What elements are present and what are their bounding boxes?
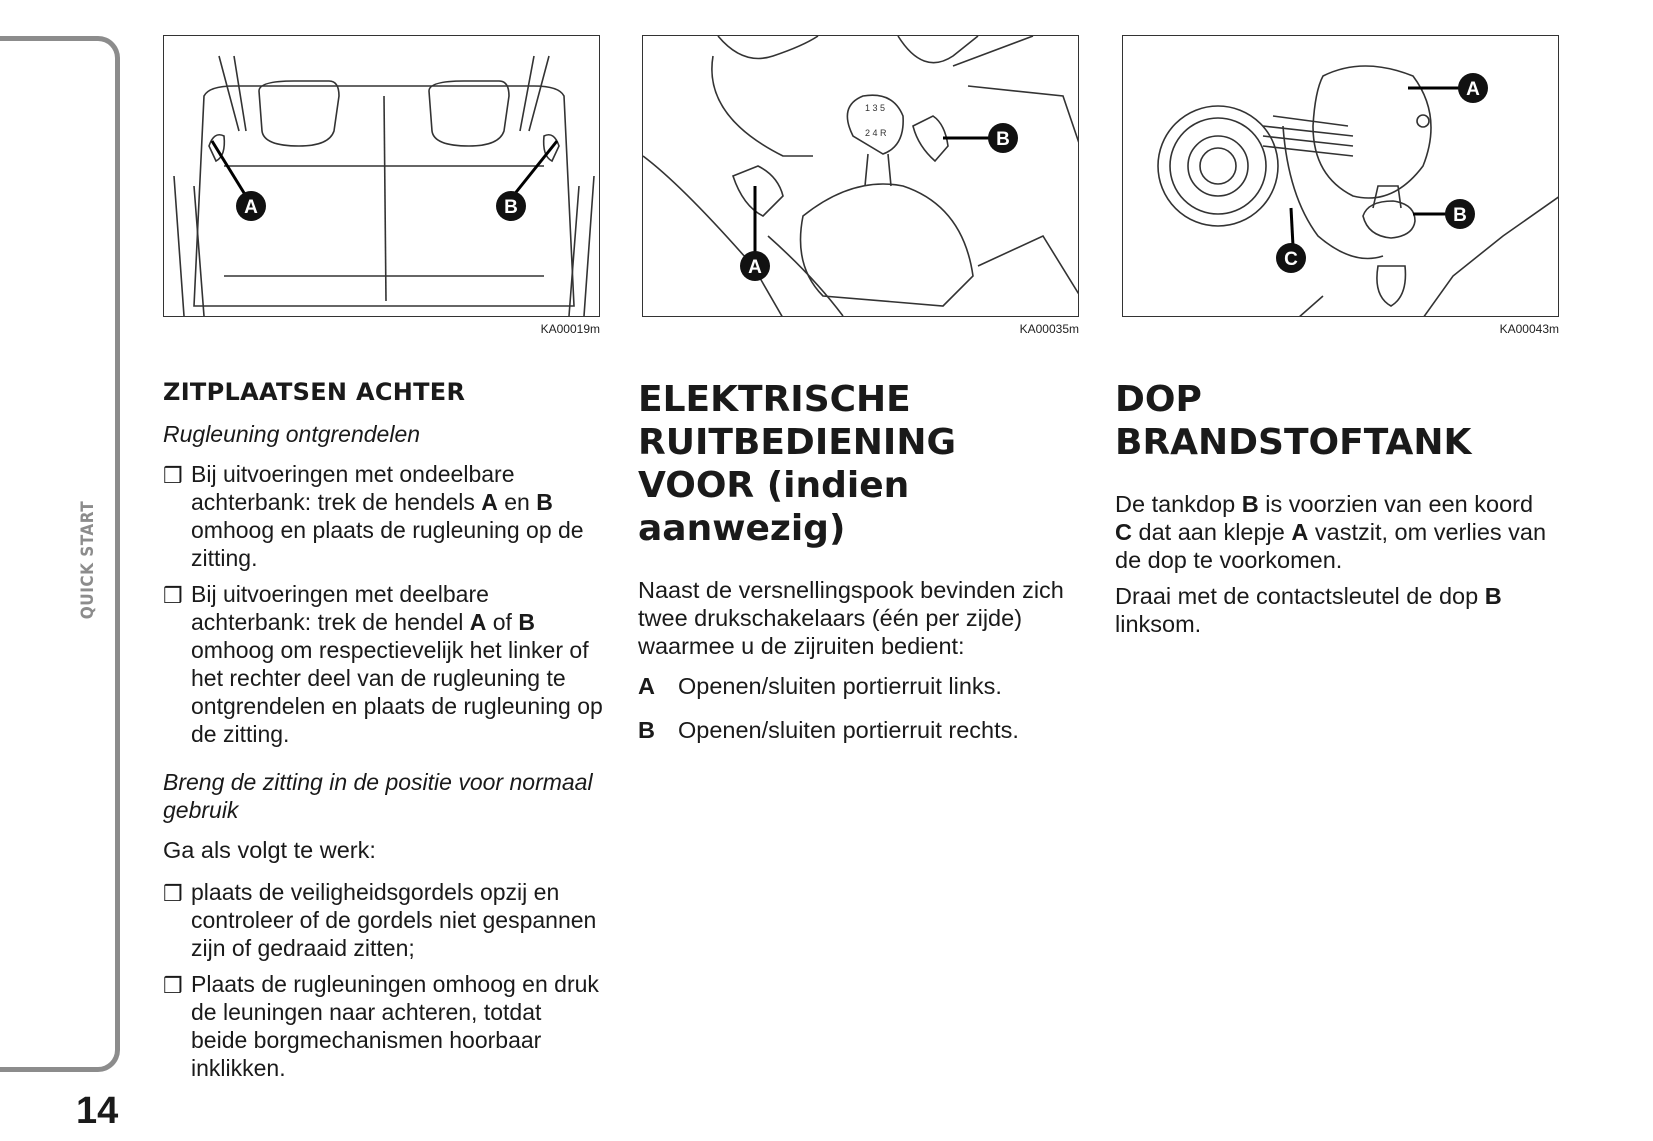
paragraph: Draai met de contactsleutel de dop B linksom. [1115, 583, 1502, 637]
section-heading: DOP BRANDSTOFTANK [1115, 379, 1472, 463]
svg-text:B: B [1453, 205, 1467, 226]
page-number: 14 [76, 1090, 119, 1132]
window-switches-illustration [643, 36, 1079, 317]
callout-c [1276, 243, 1306, 273]
svg-text:1 3 5: 1 3 5 [865, 103, 886, 113]
paragraph: Naast de versnellingspook bevinden zich twee drukschakelaars (één per zijde) waarmee u de zijruiten bedient: [638, 577, 1064, 659]
callout-a [236, 191, 266, 221]
svg-text:2 4 R: 2 4 R [865, 128, 887, 138]
list-item: ❒ plaats de veiligheidsgordels opzij en controleer of de gordels niet gespannen zijn of gedraaid zitten; [163, 879, 597, 961]
section-heading: ZITPLAATSEN ACHTER [163, 378, 466, 406]
column-rear-seats [163, 378, 603, 1102]
callout-a [740, 251, 770, 281]
checkbox-bullet-icon: ❒ [163, 973, 183, 998]
list-item: ❒ Bij uitvoeringen met ondeelbare achterbank: trek de hendels A en B omhoog en plaats de rugleuning op de zitting. [163, 461, 584, 571]
column-window-controls [638, 378, 1078, 760]
column-fuel-cap [1115, 378, 1555, 646]
subheading: Breng de zitting in de positie voor normaal gebruik [163, 769, 593, 823]
figure-window-switches [642, 35, 1079, 317]
checkbox-bullet-icon: ❒ [163, 463, 183, 488]
labeled-list [638, 672, 1078, 744]
svg-text:B: B [504, 197, 518, 218]
figure-code: KA00035m [1019, 322, 1079, 336]
fuel-cap-illustration [1123, 36, 1559, 317]
svg-text:B: B [996, 129, 1010, 150]
svg-text:A: A [1466, 79, 1480, 100]
list-item: ❒ Plaats de rugleuningen omhoog en druk de leuningen naar achteren, totdat beide borgmechanismen hoorbaar inklikken. [163, 971, 599, 1081]
section-heading: ELEKTRISCHE RUITBEDIENING VOOR (indien aanwezig) [638, 379, 957, 549]
callout-b [988, 123, 1018, 153]
subheading: Rugleuning ontgrendelen [163, 421, 421, 447]
checkbox-bullet-icon: ❒ [163, 583, 183, 608]
bullet-list [163, 878, 603, 1082]
section-label: QUICK START [78, 500, 98, 620]
paragraph: De tankdop B is voorzien van een koord C dat aan klepje A vastzit, om verlies van de dop te voorkomen. [1115, 491, 1547, 573]
callout-b [1445, 199, 1475, 229]
intro-text: Ga als volgt te werk: [163, 837, 376, 863]
side-tab-frame [0, 36, 120, 1072]
svg-text:A: A [244, 197, 258, 218]
callout-b [496, 191, 526, 221]
svg-text:C: C [1284, 249, 1298, 270]
svg-text:A: A [748, 257, 762, 278]
rear-seats-illustration [164, 36, 600, 317]
figure-fuel-cap [1122, 35, 1559, 317]
callout-a [1458, 73, 1488, 103]
list-item: A Openen/sluiten portierruit links. [638, 673, 1002, 699]
list-item: ❒ Bij uitvoeringen met deelbare achterbank: trek de hendel A of B omhoog om respectievelijk het linker of het rechter deel van de rugleuning te ontgrendelen en plaats de rugleuning op de zitting. [163, 581, 603, 747]
figure-code: KA00043m [1499, 322, 1559, 336]
bullet-list [163, 460, 603, 748]
list-item: B Openen/sluiten portierruit rechts. [638, 717, 1019, 743]
figure-rear-seats [163, 35, 600, 317]
figure-code: KA00019m [540, 322, 600, 336]
checkbox-bullet-icon: ❒ [163, 881, 183, 906]
